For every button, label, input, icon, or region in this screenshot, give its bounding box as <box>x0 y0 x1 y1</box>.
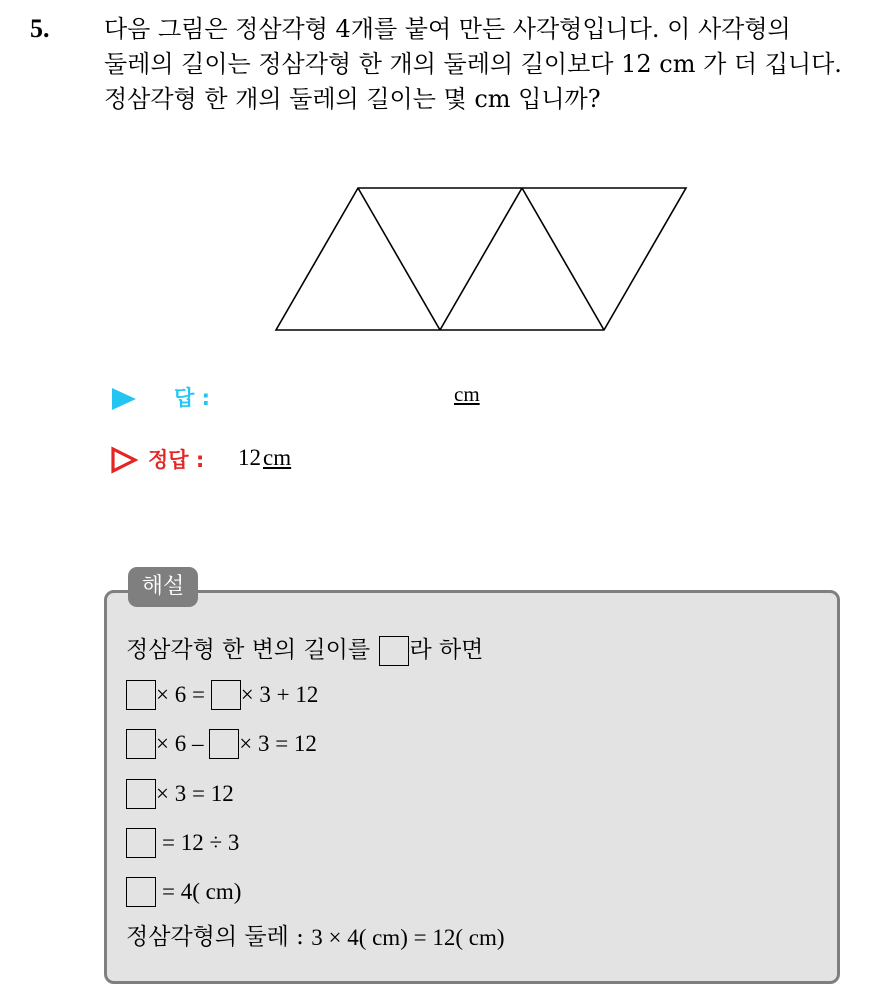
question-line-1: 다음 그림은 정삼각형 4개를 붙여 만든 사각형입니다. 이 사각형의 <box>104 15 791 43</box>
blank-box <box>209 729 239 759</box>
correct-value-unit: cm <box>263 445 292 470</box>
eq3-text: × 3 = 12 <box>156 781 234 806</box>
blank-box <box>126 729 156 759</box>
eq1-part-b: × 3 + 12 <box>240 682 319 707</box>
correct-answer-row <box>108 444 508 480</box>
outline-triangle-icon <box>110 446 138 474</box>
solution-perimeter <box>126 918 505 951</box>
question-line-2: 둘레의 길이는 정삼각형 한 개의 둘레의 길이보다 12 cm 가 더 깁니다. <box>104 50 842 78</box>
solution-intro <box>126 631 483 666</box>
answer-unit: cm <box>454 382 480 406</box>
solution-equation-1 <box>126 680 318 710</box>
solution-tag: 해설 <box>128 567 198 607</box>
perimeter-expression: 3 × 4( cm) = 12( cm) <box>311 925 505 950</box>
solution-equation-4 <box>126 828 239 858</box>
eq4-text: = 12 ÷ 3 <box>162 830 240 855</box>
question-line-3: 정삼각형 한 개의 둘레의 길이는 몇 cm 입니까? <box>104 85 601 113</box>
blank-box <box>126 877 156 907</box>
blank-box <box>126 680 156 710</box>
question-number: 5. <box>30 14 50 43</box>
question-text <box>104 12 874 117</box>
eq5-text: = 4( cm) <box>162 879 242 904</box>
correct-answer-label: 정답 : <box>148 448 205 472</box>
answer-label: 답 : <box>174 386 210 410</box>
triangle-edge <box>440 188 522 330</box>
blank-box <box>126 779 156 809</box>
correct-value-number: 12 <box>238 445 261 470</box>
correct-answer-value <box>238 445 291 471</box>
play-triangle-icon <box>112 388 136 410</box>
eq2-part-b: × 3 = 12 <box>239 731 317 756</box>
triangle-edge <box>522 188 604 330</box>
eq2-part-a: × 6 – <box>156 731 210 756</box>
triangle-edge <box>358 188 440 330</box>
triangles-figure <box>270 182 692 338</box>
intro-text-after: 라 하면 <box>409 637 484 663</box>
solution-equation-5 <box>126 877 241 907</box>
blank-box <box>211 680 241 710</box>
solution-equation-3 <box>126 779 234 809</box>
intro-text-before: 정삼각형 한 변의 길이를 <box>126 637 371 663</box>
answer-row <box>108 382 608 416</box>
blank-box <box>126 828 156 858</box>
eq1-part-a: × 6 = <box>156 682 211 707</box>
solution-equation-2 <box>126 729 317 759</box>
blank-box <box>379 636 409 666</box>
perimeter-label: 정삼각형의 둘레 : <box>126 924 304 950</box>
